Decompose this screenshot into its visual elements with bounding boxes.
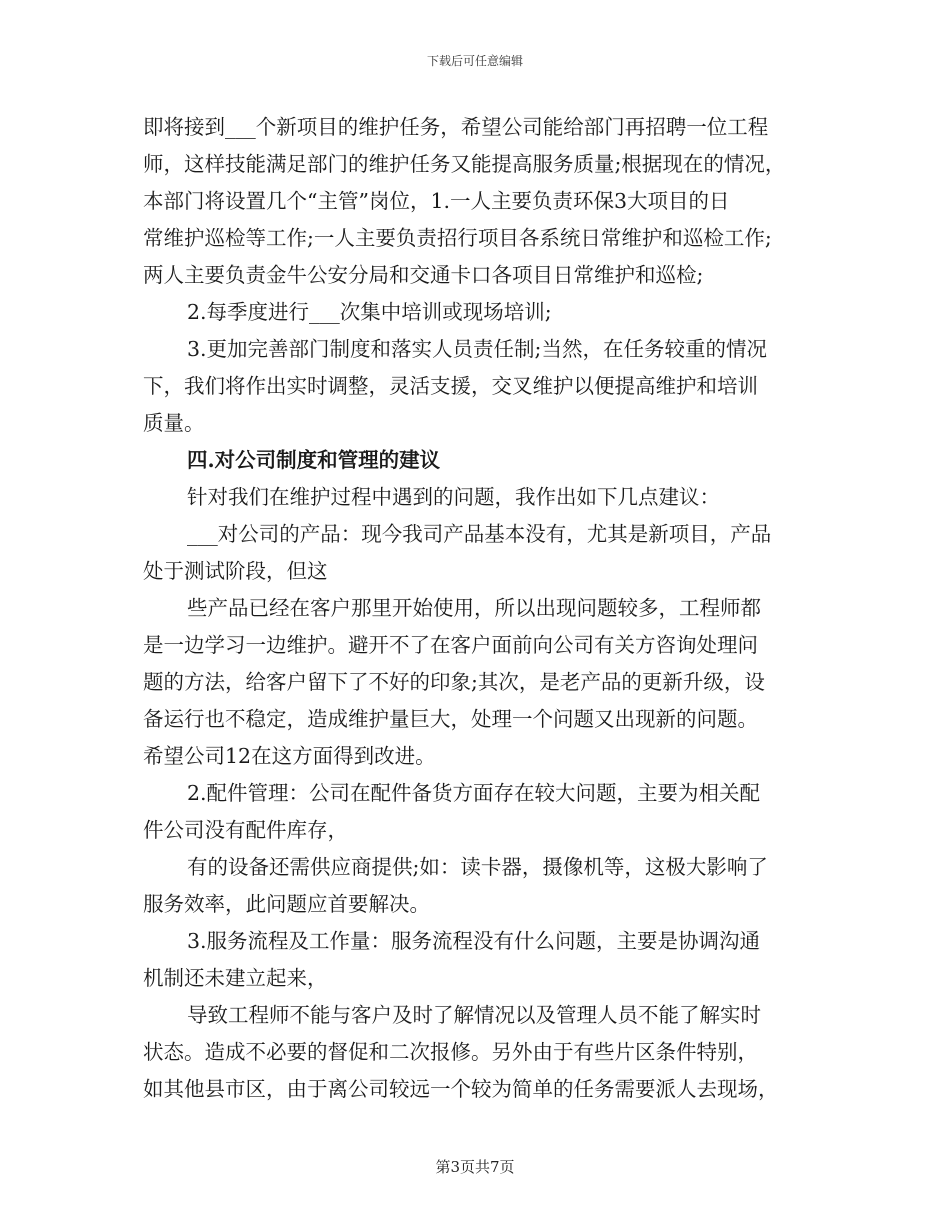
text-line: 些产品已经在客户那里开始使用，所以出现问题较多，工程师都 xyxy=(187,596,761,620)
text-line: 如其他县市区，由于离公司较远一个较为简单的任务需要派人去现场， xyxy=(143,1077,779,1101)
text-line: 是一边学习一边维护。避开不了在客户面前向公司有关方咨询处理问 xyxy=(143,633,758,657)
text-line: 希望公司12在这方面得到改进。 xyxy=(143,744,436,768)
text-line: 本部门将设置几个“主管”岗位，1.一人主要负责环保3大项目的日 xyxy=(143,189,730,213)
page-footer: 第3页共7页 xyxy=(435,1158,515,1176)
text-line: 两人主要负责金牛公安分局和交通卡口各项目日常维护和巡检; xyxy=(143,263,704,287)
text-line: 导致工程师不能与客户及时了解情况以及管理人员不能了解实时 xyxy=(187,1003,761,1027)
document-body xyxy=(143,109,808,1108)
text-line: 状态。造成不必要的督促和二次报修。另外由于有些片区条件特别， xyxy=(143,1040,758,1064)
page-header: 下载后可任意编辑 xyxy=(426,54,523,68)
section-heading: 四.对公司制度和管理的建议 xyxy=(187,448,441,472)
text-line: 有的设备还需供应商提供;如：读卡器，摄像机等，这极大影响了 xyxy=(187,855,768,879)
text-line: ___对公司的产品：现今我司产品基本没有，尤其是新项目，产品 xyxy=(187,522,772,546)
text-line: 质量。 xyxy=(143,411,205,435)
text-line: 师，这样技能满足部门的维护任务又能提高服务质量;根据现在的情况， xyxy=(143,152,786,176)
text-line: 2.配件管理：公司在配件备货方面存在较大问题，主要为相关配 xyxy=(187,781,761,805)
text-line: 针对我们在维护过程中遇到的问题，我作出如下几点建议： xyxy=(187,485,720,509)
text-line: 下，我们将作出实时调整，灵活支援，交叉维护以便提高维护和培训 xyxy=(143,374,758,398)
text-line: 3.服务流程及工作量：服务流程没有什么问题，主要是协调沟通 xyxy=(187,929,761,953)
text-line: 题的方法，给客户留下了不好的印象;其次，是老产品的更新升级，设 xyxy=(143,670,765,694)
text-line: 备运行也不稳定，造成维护量巨大，处理一个问题又出现新的问题。 xyxy=(143,707,758,731)
text-line: 2.每季度进行___次集中培训或现场培训; xyxy=(187,300,552,324)
text-line: 即将接到___个新项目的维护任务，希望公司能给部门再招聘一位工程 xyxy=(143,115,769,139)
text-line: 机制还未建立起来， xyxy=(143,966,328,990)
text-line: 件公司没有配件库存， xyxy=(143,818,348,842)
text-line: 服务效率，此问题应首要解决。 xyxy=(143,892,430,916)
text-line: 处于测试阶段，但这 xyxy=(143,559,328,583)
text-line: 3.更加完善部门制度和落实人员责任制;当然，在任务较重的情况 xyxy=(187,337,767,361)
text-line: 常维护巡检等工作;一人主要负责招行项目各系统日常维护和巡检工作; xyxy=(143,226,772,250)
